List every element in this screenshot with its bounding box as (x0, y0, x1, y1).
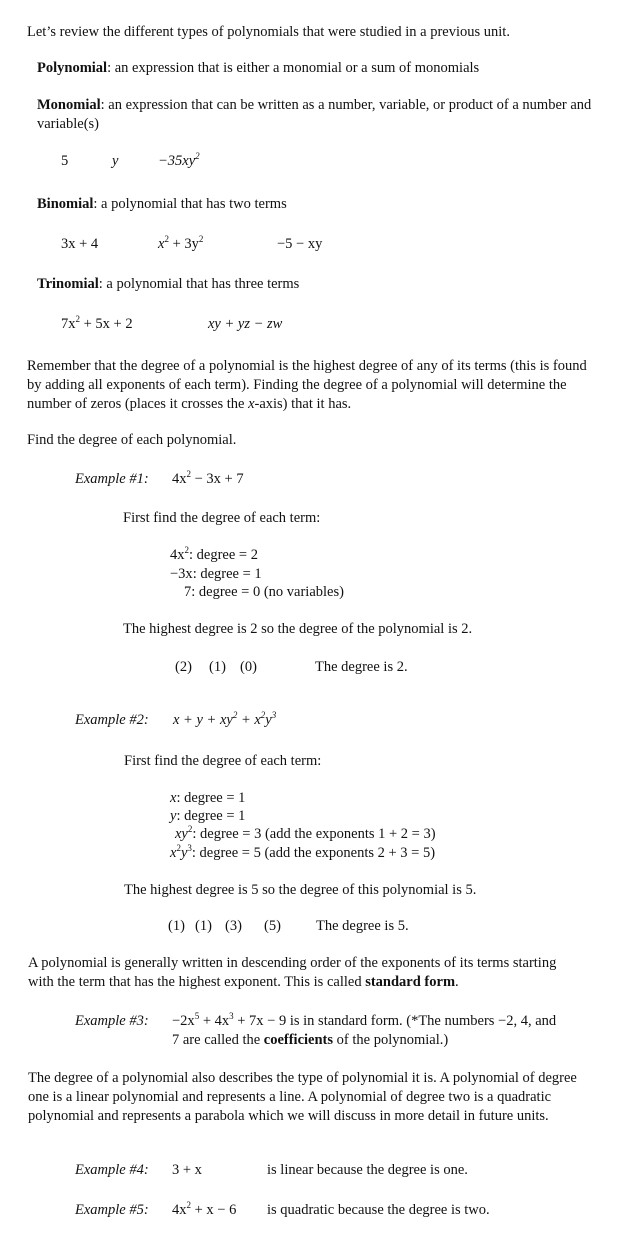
coefficients-term: coefficients (263, 1032, 334, 1048)
definition-text: : a polynomial that has three terms (98, 276, 300, 292)
x-variable: x (248, 396, 255, 412)
monomial-example-3 (158, 152, 200, 171)
exponent: 2 (186, 1200, 191, 1210)
example-1-label: Example #1: (75, 471, 149, 487)
example-2-highest: The highest degree is 5 so the degree of this polynomial is 5. (124, 882, 477, 898)
exponent: 2 (186, 469, 191, 479)
intro-text: Let’s review the different types of polynomials that were studied in a previous unit. (27, 24, 510, 40)
standard-form-paragraph (28, 954, 568, 992)
example-2-mark: (3) (225, 918, 242, 934)
example-3-line-2 (172, 1031, 448, 1050)
example-3-line-1 (172, 1012, 556, 1031)
example-1-conclusion: The degree is 2. (315, 659, 408, 675)
example-1-mark: (1) (209, 659, 226, 675)
exponent: 2 (75, 314, 80, 324)
example-3-text: of the polynomial.) (333, 1032, 449, 1048)
standard-form-term: standard form (365, 974, 456, 990)
monomial-example-1: 5 (61, 153, 69, 169)
binomial-example-3: −5 − xy (277, 236, 323, 252)
example-2-conclusion: The degree is 5. (316, 918, 409, 934)
expr-part: + x (237, 712, 261, 728)
term: −3x (170, 566, 193, 582)
exponent: 2 (187, 824, 193, 834)
example-4-text: is linear because the degree is one. (267, 1162, 468, 1178)
term: y (170, 808, 177, 824)
term-degree: : degree = 3 (add the exponents 1 + 2 = 3) (192, 826, 436, 842)
example-4-expression: 3 + x (172, 1162, 202, 1178)
term-degree: : degree = 1 (176, 790, 246, 806)
example-2-term-4 (170, 844, 435, 863)
example-3-text: 7 are called the (172, 1032, 264, 1048)
trinomial-example-2: xy + yz − zw (208, 316, 283, 332)
expr-part: x (158, 236, 165, 252)
example-2-expression (173, 711, 276, 730)
example-1-term-2 (170, 565, 262, 584)
binomial-example-1: 3x + 4 (61, 236, 99, 252)
example-5-expression (172, 1201, 236, 1220)
example-1-mark: (0) (240, 659, 257, 675)
example-3-text: is in standard form. (*The numbers −2, 4, and (286, 1013, 557, 1029)
exponent: 3 (271, 710, 277, 720)
definition-term: Binomial (37, 196, 94, 212)
expr-part: + 4x (199, 1013, 230, 1029)
exponent: 2 (195, 151, 200, 161)
term: 4x (170, 547, 185, 563)
definition-term: Monomial (37, 97, 101, 113)
expr-base: −35xy (158, 153, 196, 169)
definition-text: : a polynomial that has two terms (93, 196, 287, 212)
example-5-text: is quadratic because the degree is two. (267, 1202, 490, 1218)
example-2-term-3 (175, 825, 436, 844)
paragraph-text: . (455, 974, 459, 990)
exponent: 3 (187, 843, 192, 853)
example-2-mark: (5) (264, 918, 281, 934)
exponent: 2 (176, 843, 181, 853)
find-degree-instruction: Find the degree of each polynomial. (27, 432, 237, 448)
expr-part: x + y + xy (173, 712, 233, 728)
example-3-label: Example #3: (75, 1013, 149, 1029)
definition-text: : an expression that can be written as a number, variable, or product of a number and variable(s) (37, 97, 592, 132)
expr-part: −2x (172, 1013, 195, 1029)
exponent: 2 (184, 545, 189, 555)
monomial-example-2: y (112, 153, 119, 169)
definition-polynomial (37, 59, 479, 78)
expr-part: 7x (61, 316, 76, 332)
expr-part: + 7x − 9 (233, 1013, 287, 1029)
definition-trinomial (37, 275, 299, 294)
term: x (170, 845, 177, 861)
trinomial-example-1 (61, 315, 133, 334)
expr-part: + 5x + 2 (80, 316, 133, 332)
definition-text: : an expression that is either a monomial or a sum of monomials (107, 60, 480, 76)
expr-part: + 3y (168, 236, 199, 252)
term: 7 (184, 584, 192, 600)
term-degree: : degree = 1 (176, 808, 246, 824)
term: y (180, 845, 188, 861)
example-2-term-1 (170, 789, 245, 808)
expr-part: − 3x + 7 (191, 471, 244, 487)
example-2-mark: (1) (195, 918, 212, 934)
term-degree: : degree = 1 (192, 566, 262, 582)
example-2-mark: (1) (168, 918, 185, 934)
term: x (170, 790, 177, 806)
term: xy (175, 826, 188, 842)
paragraph-text: Remember that the degree of a polynomial is the highest degree of any of its terms (this is found by adding all exponents of each term). Finding the degree of a polynomial will determine the number of zeros (places it crosses the (27, 358, 587, 412)
degree-paragraph (27, 357, 599, 414)
paragraph-text: -axis) that it has. (254, 396, 352, 412)
definition-term: Trinomial (37, 276, 99, 292)
expr-part: y (265, 712, 272, 728)
example-5-label: Example #5: (75, 1202, 149, 1218)
expr-part: 4x (172, 1202, 187, 1218)
example-1-first-find: First find the degree of each term: (123, 510, 321, 526)
exponent: 2 (164, 234, 169, 244)
exponent: 2 (260, 710, 266, 720)
paragraph-text: A polynomial is generally written in descending order of the exponents of its terms starting with the term that has the highest exponent. This is called (28, 955, 557, 990)
exponent: 3 (229, 1011, 234, 1021)
example-1-expression (172, 470, 244, 489)
example-2-label: Example #2: (75, 712, 149, 728)
example-2-term-2 (170, 807, 245, 826)
example-1-mark: (2) (175, 659, 192, 675)
term-degree: : degree = 2 (189, 547, 258, 563)
exponent: 5 (194, 1011, 200, 1021)
term-degree: : degree = 5 (add the exponents 2 + 3 = 5) (191, 845, 436, 861)
example-1-highest: The highest degree is 2 so the degree of the polynomial is 2. (123, 621, 473, 637)
example-1-term-3 (184, 583, 344, 602)
exponent: 2 (198, 234, 204, 244)
term-degree: : degree = 0 (no variables) (191, 584, 344, 600)
example-2-first-find: First find the degree of each term: (124, 753, 322, 769)
binomial-example-2 (158, 235, 203, 254)
definition-monomial (37, 96, 627, 134)
definition-binomial (37, 195, 287, 214)
expr-part: 4x (172, 471, 187, 487)
exponent: 2 (232, 710, 238, 720)
type-paragraph: The degree of a polynomial also describes the type of polynomial it is. A polynomial of degree one is a linear polynomial and represents a line. A polynomial of degree two is a quadratic polynomial and represents a parabola which we will discuss in more detail in future units. (28, 1070, 577, 1124)
example-4-label: Example #4: (75, 1162, 149, 1178)
definition-term: Polynomial (37, 60, 108, 76)
expr-part: + x − 6 (191, 1202, 237, 1218)
example-1-term-1 (170, 546, 258, 565)
